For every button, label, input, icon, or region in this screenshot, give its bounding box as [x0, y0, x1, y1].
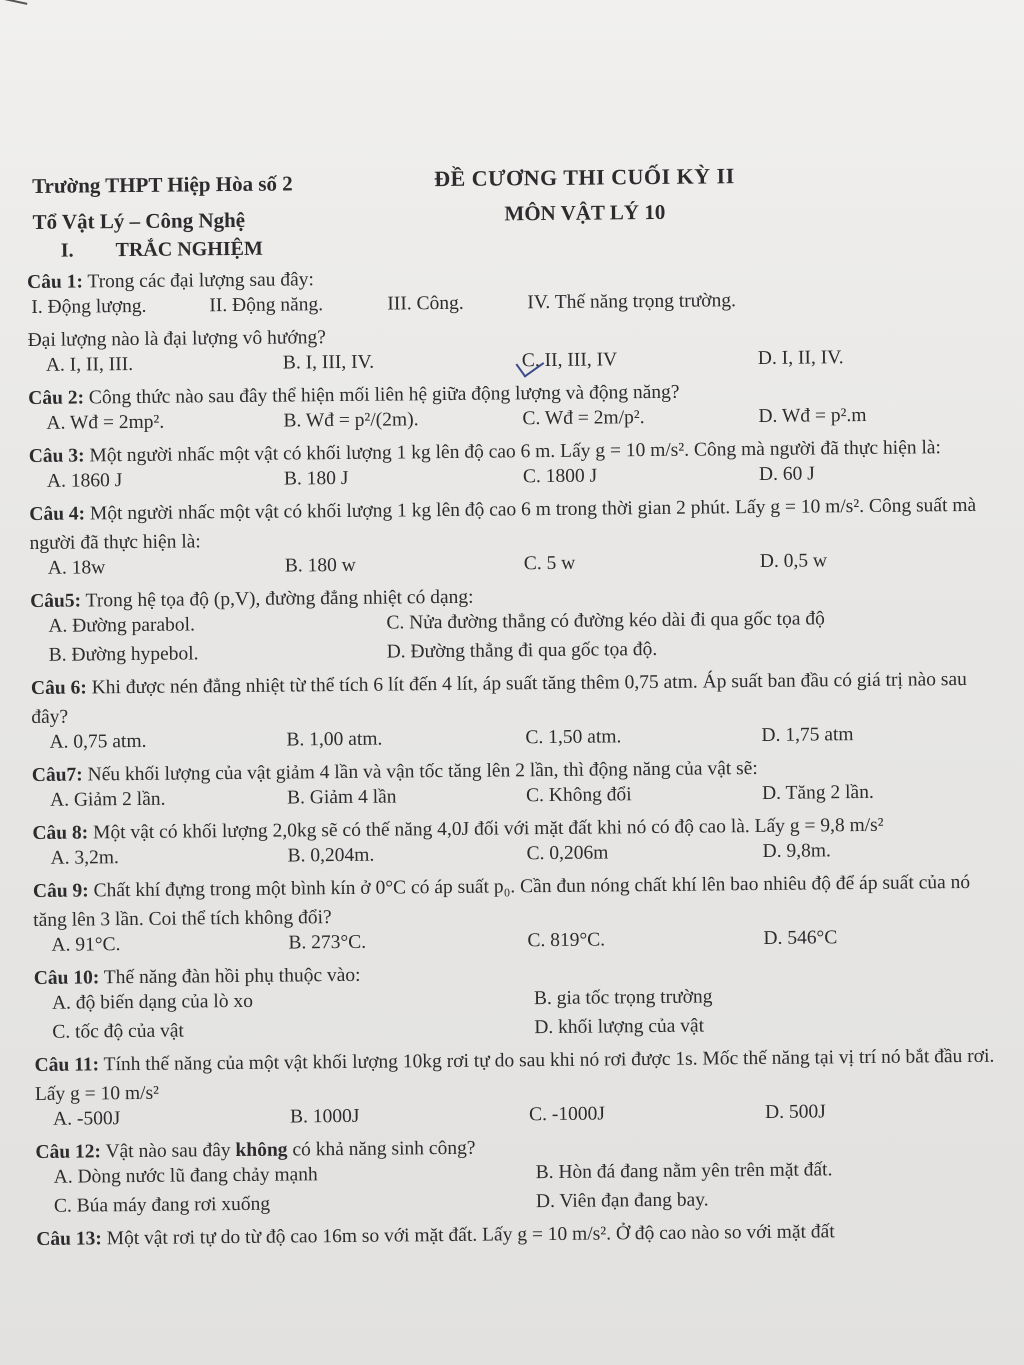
- question-stem: [31, 665, 1007, 732]
- question-text: Nếu khối lượng của vật giảm 4 lần và vận tốc tăng lên 2 lần, thì động năng của vật sẽ:: [82, 758, 758, 786]
- option-a: A. Đường parabol.: [48, 614, 196, 637]
- option-a: A. 0,75 atm.: [49, 730, 147, 753]
- option-c: C. 819°C.: [527, 929, 606, 952]
- statement-1: I. Động lượng.: [31, 295, 147, 318]
- question-stem: [34, 1042, 1010, 1109]
- option-b: B. gia tốc trọng trường: [533, 986, 713, 1010]
- option-d: D. Wđ = p².m: [758, 404, 867, 427]
- question-4: [29, 491, 1005, 587]
- option-b: B. 180 w: [284, 554, 356, 577]
- question-text: Một người nhấc một vật có khối lượng 1 kg lên độ cao 6 m trong thời gian 2 phút. Lấy g = 10 m/s². Công suất mà người đã thực hiện là:: [29, 494, 977, 554]
- question-label: Câu 9:: [32, 880, 89, 902]
- option-a: A. 1860 J: [46, 470, 123, 492]
- question-5: [30, 578, 1006, 674]
- question-text-2: Đại lượng nào là đại lượng vô hướng?: [27, 327, 326, 351]
- option-d: D. 9,8m.: [762, 840, 831, 862]
- question-label: Câu 6:: [30, 677, 87, 699]
- question-text: Một vật có khối lượng 2,0kg sẽ có thế năng 4,0J đối với mặt đất khi nó có độ cao là. Lấy g = 9,8 m/s²: [88, 814, 884, 844]
- option-c: C. Nửa đường thẳng có đường kéo dài đi qua gốc tọa độ: [386, 608, 825, 634]
- option-c: C. 5 w: [523, 552, 576, 575]
- option-c: C. -1000J: [529, 1103, 606, 1126]
- option-b: B. Đường hypebol.: [48, 643, 199, 666]
- option-a: A. Dòng nước lũ đang chảy mạnh: [53, 1164, 318, 1188]
- option-a: A. I, II, III.: [45, 353, 134, 376]
- option-b: B. 0,204m.: [287, 844, 375, 867]
- section-heading: [61, 238, 263, 263]
- option-b: B. 1000J: [290, 1105, 360, 1128]
- option-d: D. Tăng 2 lần.: [761, 781, 874, 804]
- section-number: I.: [60, 239, 74, 262]
- option-d: D. khối lượng của vật: [534, 1015, 705, 1039]
- question-1: [27, 259, 1003, 384]
- option-d: D. Viên đạn đang bay.: [535, 1189, 709, 1213]
- document-header: [26, 159, 1002, 268]
- question-label: Câu 10:: [33, 967, 100, 989]
- question-label: Câu 2:: [28, 387, 85, 409]
- question-text: Tính thế năng của một vật khối lượng 10kg rơi tự do sau khi nó rơi được 1s. Mốc thế năng tại vị trí nó bắt đầu rơi. Lấy g = 10 m/s²: [34, 1045, 995, 1105]
- question-stem: [29, 491, 1005, 558]
- question-label: Câu 4:: [29, 503, 86, 525]
- option-c: C. 0,206m: [526, 842, 609, 865]
- option-c: C. 1,50 atm.: [525, 726, 622, 749]
- option-a: A. Giảm 2 lần.: [49, 788, 166, 811]
- question-text: Trong các đại lượng sau đây:: [82, 269, 315, 293]
- option-a: A. -500J: [53, 1108, 121, 1130]
- option-d: D. 60 J: [758, 463, 815, 485]
- question-text: Một vật rơi tự do từ độ cao 16m so với mặt đất. Lấy g = 10 m/s². Ở độ cao nào so với mặt đất: [101, 1221, 835, 1250]
- question-2: [28, 375, 1004, 442]
- option-c: C. tốc độ của vật: [52, 1020, 184, 1043]
- question-label: Câu 13:: [36, 1228, 102, 1250]
- section-title: TRẮC NGHIỆM: [115, 237, 263, 262]
- option-a: A. độ biến dạng của lò xo: [51, 990, 254, 1014]
- option-a: A. 18w: [47, 557, 106, 579]
- option-c: C. II, III, IV: [521, 349, 618, 372]
- option-d: D. Đường thẳng đi qua gốc tọa độ.: [386, 638, 658, 663]
- option-d: D. 1,75 atm: [761, 724, 854, 746]
- option-c: C. Không đổi: [525, 784, 632, 807]
- question-label: Câu5:: [30, 590, 82, 612]
- question-text: Công thức nào sau đây thể hiện mối liên hệ giữa động lượng và động năng?: [83, 381, 680, 409]
- option-b: B. Hòn đá đang nằm yên trên mặt đất.: [535, 1159, 833, 1184]
- option-d: D. 500J: [764, 1101, 826, 1123]
- statement-4: IV. Thế năng trọng trường.: [527, 290, 737, 314]
- question-12: [35, 1129, 1011, 1225]
- option-b: B. 1,00 atm.: [286, 728, 383, 751]
- question-text: Thế năng đàn hồi phụ thuộc vào:: [99, 964, 361, 989]
- question-text: Trong hệ tọa độ (p,V), đường đẳng nhiệt có dạng:: [80, 586, 474, 612]
- question-text: Vật nào sau đây: [100, 1140, 236, 1163]
- question-text: Một người nhấc một vật có khối lượng 1 kg lên độ cao 6 m. Lấy g = 10 m/s². Công mà người đã thực hiện là:: [84, 437, 942, 467]
- option-a: A. 3,2m.: [50, 847, 119, 869]
- question-8: [32, 810, 1008, 877]
- option-d: D. 0,5 w: [759, 550, 828, 572]
- school-name: Trường THPT Hiệp Hòa số 2: [32, 171, 293, 198]
- option-c: C. 1800 J: [522, 465, 598, 488]
- question-emphasis: không: [235, 1139, 288, 1162]
- option-b: B. 273°C.: [288, 931, 367, 954]
- option-a: A. 91°C.: [51, 934, 121, 956]
- question-6: [31, 665, 1007, 761]
- option-d: D. 546°C: [763, 927, 838, 949]
- question-text: Khi được nén đẳng nhiệt từ thể tích 6 lít đến 4 lít, áp suất tăng thêm 0,75 atm. Áp suất ban đầu có giá trị nào sau đây?: [31, 668, 967, 728]
- statement-2: II. Động năng.: [209, 294, 324, 317]
- question-label: Câu7:: [31, 764, 83, 786]
- option-c: C. Wđ = 2m/p².: [522, 407, 645, 430]
- question-stem: [33, 868, 1009, 935]
- option-d: D. I, II, IV.: [757, 347, 844, 369]
- subject-title: MÔN VẬT LÝ 10: [504, 199, 666, 226]
- document-title: ĐỀ CƯƠNG THI CUỐI KỲ II: [434, 163, 735, 192]
- option-b: B. 180 J: [283, 467, 349, 490]
- option-c: C. Búa máy đang rơi xuống: [53, 1193, 271, 1217]
- question-label: Câu 1:: [26, 271, 83, 293]
- department-name: Tổ Vật Lý – Công Nghệ: [32, 207, 246, 234]
- question-label: Câu 12:: [35, 1141, 102, 1163]
- question-text: Chất khí đựng trong một bình kín ở 0°C có áp suất p₀. Cần đun nóng chất khí lên bao nhiêu độ để áp suất của nó tăng lên 3 lần. Coi thể tích không đổi?: [33, 871, 971, 931]
- question-11: [34, 1042, 1010, 1138]
- page-corner-mark: [0, 0, 27, 19]
- document-content: [26, 159, 1011, 1254]
- question-text-end: có khả năng sinh công?: [287, 1137, 476, 1161]
- option-b: B. I, III, IV.: [282, 351, 375, 374]
- question-label: Câu 3:: [28, 445, 85, 467]
- question-10: [34, 955, 1010, 1051]
- statement-3: III. Công.: [387, 292, 464, 315]
- option-b: B. Wđ = p²/(2m).: [283, 409, 419, 432]
- question-label: Câu 11:: [34, 1054, 100, 1076]
- question-9: [33, 868, 1009, 964]
- option-b: B. Giảm 4 lần: [286, 786, 397, 809]
- question-label: Câu 8:: [32, 822, 89, 844]
- question-7: [32, 752, 1008, 819]
- option-a: A. Wđ = 2mp².: [46, 411, 165, 434]
- question-3: [29, 433, 1005, 500]
